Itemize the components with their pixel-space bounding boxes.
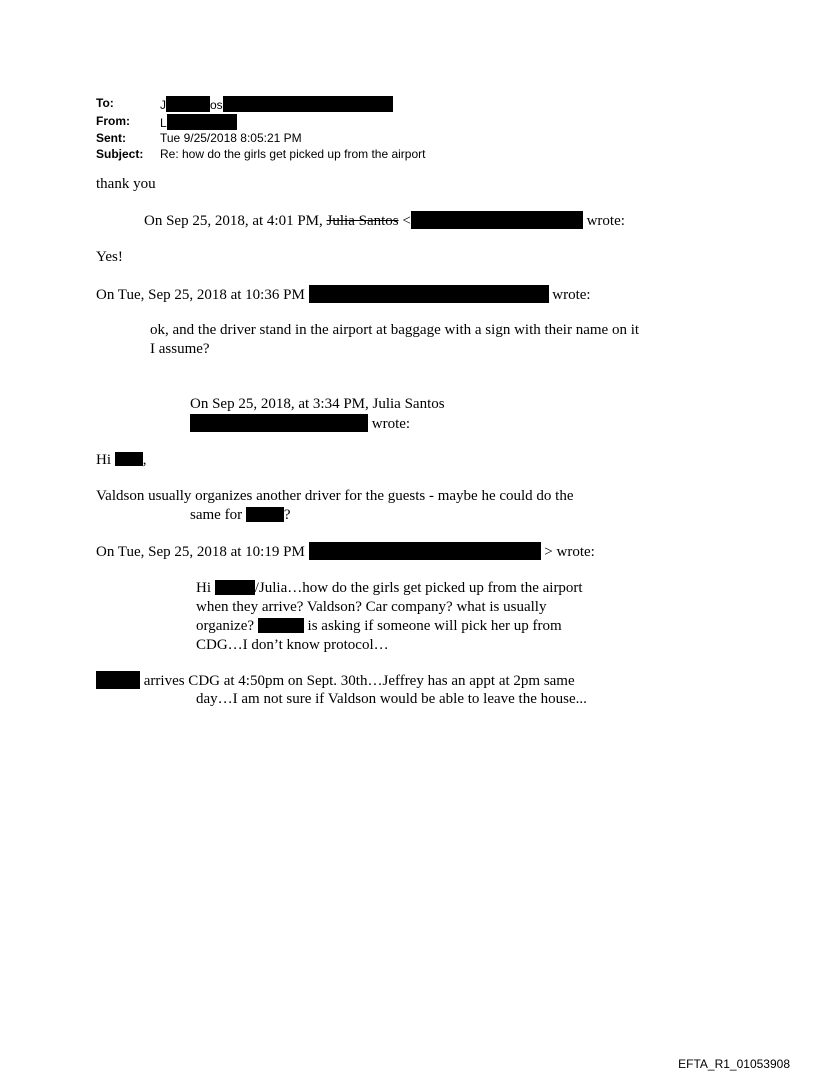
from-label: From:	[96, 113, 130, 128]
document-id: EFTA_R1_01053908	[678, 1057, 790, 1071]
quote4-prefix: On Tue, Sep 25, 2018 at 10:19 PM	[96, 544, 305, 560]
quote-header-3-line-1: On Sep 25, 2018, at 3:34 PM, Julia Santos	[190, 396, 445, 412]
quote2-prefix: On Tue, Sep 25, 2018 at 10:36 PM	[96, 287, 305, 303]
redaction-box	[309, 542, 541, 560]
quote-header-4	[96, 542, 595, 562]
quote-header-2	[96, 285, 591, 305]
to-row	[96, 96, 425, 114]
greeting-line	[96, 451, 147, 470]
quote1-sender-name: Julia Santos	[326, 213, 399, 229]
quote-header-1	[144, 211, 625, 231]
redaction-box	[215, 580, 255, 595]
greeting-comma: ,	[142, 452, 147, 468]
valdson-line-1: Valdson usually organizes another driver for the guests - maybe he could do the	[96, 488, 574, 504]
message-4-line-1-rest: /Julia…how do the girls get picked up from the airport	[254, 580, 583, 596]
redaction-box	[258, 618, 304, 633]
quote-header-3-line-2	[190, 414, 410, 434]
sent-label: Sent:	[96, 131, 126, 145]
valdson-line-2	[190, 506, 290, 525]
to-value-part2: os	[210, 98, 223, 112]
valdson-line-2-prefix: same for	[190, 507, 243, 523]
quote3-suffix: wrote:	[371, 416, 411, 432]
redaction-box	[167, 114, 237, 130]
quote4-suffix: > wrote:	[544, 544, 595, 560]
message-2-line-2: I assume?	[150, 341, 210, 357]
quote1-lt: <	[402, 213, 411, 229]
email-header	[96, 96, 425, 162]
thank-you-text: thank you	[96, 176, 156, 192]
message-4-line-1	[196, 579, 583, 598]
from-row	[96, 114, 425, 132]
greeting-hi: Hi	[96, 452, 111, 468]
subject-value: Re: how do the girls get picked up from the airport	[160, 146, 426, 161]
message-4-line-3	[196, 617, 562, 636]
redaction-box	[223, 96, 393, 112]
message-4-line-3-prefix: organize?	[196, 618, 255, 634]
redaction-box	[246, 507, 284, 522]
redaction-box	[411, 211, 583, 229]
redaction-box	[309, 285, 549, 303]
message-4-line-4: CDG…I don’t know protocol…	[196, 637, 389, 653]
message-2-line-1: ok, and the driver stand in the airport at baggage with a sign with their name on it	[150, 322, 640, 338]
redaction-box	[115, 452, 143, 466]
subject-row	[96, 147, 425, 163]
yes-text: Yes!	[96, 249, 123, 265]
sent-value: Tue 9/25/2018 8:05:21 PM	[160, 131, 302, 145]
quote1-suffix: wrote:	[586, 213, 625, 229]
message-5-line-2: day…I am not sure if Valdson would be able to leave the house...	[196, 691, 587, 707]
subject-label: Subject:	[96, 146, 144, 161]
message-4-hi: Hi	[196, 580, 211, 596]
redaction-box	[190, 414, 368, 432]
from-value-text: L	[160, 115, 167, 130]
message-4-line-2: when they arrive? Valdson? Car company? what is usually	[196, 599, 547, 615]
to-label: To:	[96, 96, 114, 110]
valdson-line-2-suffix: ?	[283, 507, 291, 523]
redaction-box	[96, 671, 140, 689]
to-value	[160, 96, 393, 114]
message-5-line-1-suffix: arrives CDG at 4:50pm on Sept. 30th…Jeffrey has an appt at 2pm same	[143, 673, 575, 689]
message-4-line-3-suffix: is asking if someone will pick her up from	[307, 618, 562, 634]
message-5-line-1	[96, 671, 575, 691]
quote2-suffix: wrote:	[552, 287, 591, 303]
sent-row	[96, 131, 425, 147]
quote1-prefix: On Sep 25, 2018, at 4:01 PM,	[144, 213, 323, 229]
from-value	[160, 114, 237, 132]
to-value-part1: J	[160, 98, 166, 112]
redaction-box	[166, 96, 210, 112]
